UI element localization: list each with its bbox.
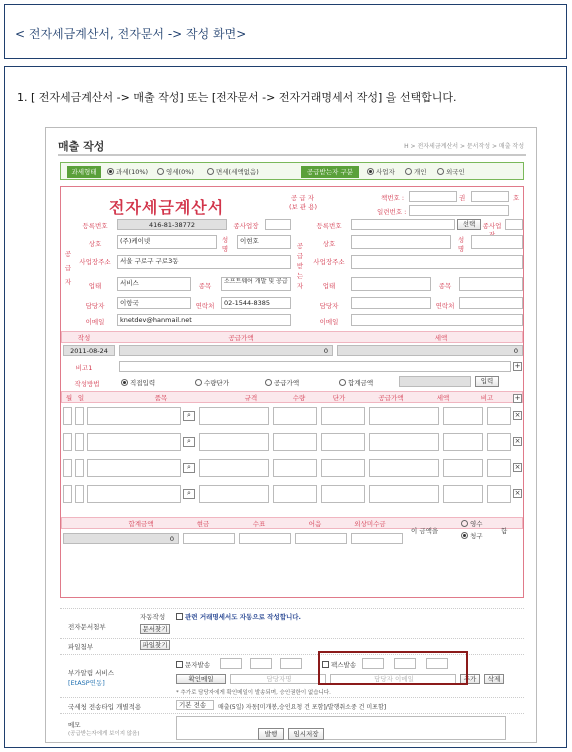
radio-direct[interactable]: 직접입력: [121, 378, 155, 387]
r-type-label: 업태: [322, 282, 336, 290]
credit-input[interactable]: [351, 533, 403, 544]
page-title: 매출 작성: [58, 140, 105, 153]
delete-button[interactable]: 삭제: [484, 674, 504, 684]
mgr-label: 담당자: [85, 302, 105, 310]
tax-label: 세액: [434, 334, 448, 342]
radio-icon: [195, 379, 202, 386]
reg-no-label: 등록번호: [82, 222, 108, 230]
memo-input[interactable]: [176, 716, 506, 740]
row-item-input[interactable]: [87, 407, 181, 425]
radio-qty[interactable]: 수량단가: [195, 378, 229, 387]
row-item-input[interactable]: [87, 433, 181, 451]
col-tax: 세액: [436, 394, 450, 402]
row-supply-input[interactable]: [369, 485, 439, 503]
email-label: 이메일: [85, 318, 105, 326]
col-supply: 공급가액: [378, 394, 404, 402]
row-item-input[interactable]: [87, 485, 181, 503]
rep-input[interactable]: 이현호: [237, 235, 291, 249]
row-divider: [60, 713, 524, 714]
row-tax-input[interactable]: [443, 485, 483, 503]
fax-highlight-box: [318, 651, 468, 685]
sms-phone-3[interactable]: [280, 658, 302, 669]
row-spec-input[interactable]: [199, 485, 269, 503]
date-value[interactable]: 2011-08-24: [63, 345, 115, 356]
row-spec-input[interactable]: [199, 433, 269, 451]
row-qty-input[interactable]: [273, 433, 317, 451]
row-price-input[interactable]: [321, 407, 365, 425]
rep-label: 성명: [221, 236, 229, 253]
total-label: 합계금액: [128, 520, 154, 528]
col-qty: 수량: [292, 394, 306, 402]
row-month-input[interactable]: [63, 407, 72, 425]
search-icon[interactable]: ⌕: [183, 437, 195, 447]
doc-attach-label: 전자문서첨부: [68, 623, 106, 631]
write-label: 작성: [77, 334, 91, 342]
radio-supply[interactable]: 공급가액: [265, 378, 299, 387]
notify-label: 부가알림 서비스: [68, 669, 115, 677]
fax-checkbox[interactable]: 팩스발송: [322, 660, 356, 669]
issue-button[interactable]: 발행: [258, 728, 284, 740]
confirm-mail-button[interactable]: 확인메일: [176, 674, 226, 684]
row-spec-input[interactable]: [199, 459, 269, 477]
file-attach-label: 파일첨부: [68, 643, 94, 651]
note-input[interactable]: [119, 361, 511, 372]
row-divider: [60, 608, 524, 609]
credit-label: 외상미수금: [354, 520, 386, 528]
type-label: 업태: [88, 282, 102, 290]
section-header: [4, 4, 567, 59]
col-month: 월: [65, 394, 73, 402]
r-item-label: 종목: [438, 282, 452, 290]
radio-tax-free[interactable]: 면세(세액없음): [207, 167, 259, 176]
col-price: 단가: [332, 394, 346, 402]
col-item: 품목: [154, 394, 168, 402]
mgr-name-input[interactable]: 담당자명: [230, 674, 326, 684]
calc-label: 작성방법: [74, 380, 100, 388]
radio-individual[interactable]: 개인: [405, 167, 427, 176]
supplier-note: 공 급 자: [291, 194, 314, 202]
recipient-type-button[interactable]: 공급받는자 구분: [301, 166, 359, 178]
row-note-input[interactable]: [487, 459, 511, 477]
radio-foreigner[interactable]: 외국인: [437, 167, 465, 176]
close-icon[interactable]: ×: [514, 489, 521, 497]
select-button[interactable]: 선택: [457, 219, 481, 230]
close-icon[interactable]: ×: [514, 411, 521, 419]
row-price-input[interactable]: [321, 459, 365, 477]
radio-tax-0[interactable]: 영세(0%): [157, 167, 194, 176]
row-note-input[interactable]: [487, 407, 511, 425]
r-email-input[interactable]: [351, 314, 523, 326]
memo-label: 메모: [68, 721, 81, 729]
addr-input[interactable]: 서울 구로구 구로3동: [117, 255, 291, 269]
r-name-input[interactable]: [351, 235, 451, 249]
r-addr-label: 사업장주소: [313, 258, 345, 266]
mgr-input[interactable]: 이항국: [117, 297, 191, 309]
content-box: [4, 66, 567, 748]
row-tax-input[interactable]: [443, 433, 483, 451]
row-qty-input[interactable]: [273, 485, 317, 503]
radio-icon: [207, 168, 214, 175]
search-icon[interactable]: ⌕: [183, 489, 195, 499]
sms-phone-1[interactable]: [220, 658, 242, 669]
total-value: 0: [63, 533, 179, 544]
mgr-email-input[interactable]: 담당자 이메일: [330, 674, 456, 684]
r-type-input[interactable]: [351, 277, 431, 291]
notify-sub: [EtASP연동]: [68, 679, 105, 687]
r-tel-label: 연락처: [435, 302, 455, 310]
this-amount-label: 이 금액을: [411, 527, 439, 535]
auto-checkbox[interactable]: 관련 거래명세서도 자동으로 작성합니다.: [176, 612, 301, 621]
col-note: 비고: [480, 394, 494, 402]
memo-sub: (공급받는자에게 보이지 않음): [68, 731, 140, 737]
supply-value: 0: [119, 345, 333, 356]
r-mgr-input[interactable]: [351, 297, 431, 309]
r-tel-input[interactable]: [459, 297, 523, 309]
checkbox-icon: [176, 613, 183, 620]
supply-label: 공급가액: [228, 334, 254, 342]
row-qty-input[interactable]: [273, 459, 317, 477]
radio-tax-10[interactable]: 과세(10%): [107, 167, 148, 176]
row-supply-input[interactable]: [369, 407, 439, 425]
name-label: 상호: [88, 240, 102, 248]
book-ho-input[interactable]: [471, 191, 509, 202]
row-supply-input[interactable]: [369, 459, 439, 477]
keep-note: (보 관 용): [289, 203, 318, 211]
radio-icon: [461, 532, 468, 539]
col-spec: 규격: [244, 394, 258, 402]
row-note-input[interactable]: [487, 433, 511, 451]
radio-icon: [157, 168, 164, 175]
r-email-label: 이메일: [319, 318, 339, 326]
invoice-title: 전자세금계산서: [109, 198, 225, 217]
row-month-input[interactable]: [63, 459, 72, 477]
r-name-label: 상호: [322, 240, 336, 248]
r-reg-label: 등록번호: [316, 222, 342, 230]
suffix-label: 함: [501, 527, 508, 535]
row-day-input[interactable]: [75, 485, 84, 503]
type-input[interactable]: 서비스: [117, 277, 191, 291]
vol-label: 권: [459, 194, 466, 202]
bill-label: 어음: [308, 520, 322, 528]
item-label: 종목: [198, 282, 212, 290]
nts-label: 국세청 전송타입 개별적용: [68, 703, 142, 711]
row-qty-input[interactable]: [273, 407, 317, 425]
breadcrumb: H > 전자세금계산서 > 문서작성 > 매출 작성: [404, 143, 524, 150]
temp-save-button[interactable]: 임시저장: [288, 728, 324, 740]
row-price-input[interactable]: [321, 433, 365, 451]
row-divider: [60, 697, 524, 698]
radio-business[interactable]: 사업자: [367, 167, 395, 176]
bill-input[interactable]: [295, 533, 347, 544]
radio-icon: [437, 168, 444, 175]
r-rep-input[interactable]: [471, 235, 523, 249]
radio-icon: [339, 379, 346, 386]
type-bar: [60, 162, 524, 180]
cash-label: 현금: [196, 520, 210, 528]
supplier-side-label: 공급자: [64, 250, 72, 286]
calc-input[interactable]: [399, 376, 471, 387]
check-input[interactable]: [239, 533, 291, 544]
search-icon[interactable]: ⌕: [183, 463, 195, 473]
radio-icon: [461, 520, 468, 527]
row-month-input[interactable]: [63, 433, 72, 451]
book-no-label: 책번호 :: [381, 194, 405, 202]
addr-label: 사업장주소: [79, 258, 111, 266]
auto-label: 자동작성: [140, 613, 166, 621]
tax-type-button[interactable]: 과세형태: [67, 166, 101, 178]
sms-checkbox[interactable]: 문자발송: [176, 660, 210, 669]
input-button[interactable]: 입력: [475, 376, 499, 387]
invoice-form: [60, 186, 524, 598]
close-icon[interactable]: ×: [514, 463, 521, 471]
radio-total[interactable]: 합계금액: [339, 378, 373, 387]
r-reg-input[interactable]: [351, 219, 455, 230]
r-rep-label: 성명: [457, 236, 465, 253]
branch-label: 종사업장: [233, 222, 259, 230]
radio-icon: [405, 168, 412, 175]
radio-icon: [121, 379, 128, 386]
tel-label: 연락처: [195, 302, 215, 310]
search-icon[interactable]: ⌕: [183, 411, 195, 421]
title-divider: [58, 154, 526, 156]
row-tax-input[interactable]: [443, 459, 483, 477]
radio-claim[interactable]: 청구: [461, 531, 483, 540]
tax-value: 0: [337, 345, 523, 356]
row-day-input[interactable]: [75, 433, 84, 451]
r-branch-input[interactable]: [505, 219, 523, 230]
recipient-side-label: 공급받는자: [296, 242, 304, 290]
add-button[interactable]: 추가: [460, 674, 480, 684]
close-icon[interactable]: ×: [514, 437, 521, 445]
branch-input[interactable]: [265, 219, 291, 230]
book-no-input[interactable]: [409, 191, 457, 202]
checkbox-icon: [176, 661, 183, 668]
nts-note: 매출(5일) 자동[미개봉,승인요청 건 포함]/발행취소중 건 미포함]: [218, 704, 387, 711]
radio-icon: [367, 168, 374, 175]
cash-input[interactable]: [183, 533, 235, 544]
note-label: 비고1: [75, 364, 93, 372]
screenshot-panel: [45, 127, 537, 743]
sms-phone-2[interactable]: [250, 658, 272, 669]
r-item-input[interactable]: [459, 277, 523, 291]
row-tax-input[interactable]: [443, 407, 483, 425]
check-label: 수표: [252, 520, 266, 528]
row-day-input[interactable]: [75, 407, 84, 425]
radio-icon: [107, 168, 114, 175]
add-row-icon[interactable]: +: [514, 394, 521, 402]
reg-no-value: 416-81-38772: [117, 219, 227, 230]
row-item-input[interactable]: [87, 459, 181, 477]
row-spec-input[interactable]: [199, 407, 269, 425]
row-day-input[interactable]: [75, 459, 84, 477]
serial-label: 일련번호 :: [377, 208, 407, 216]
serial-input[interactable]: [409, 205, 509, 216]
ho-label: 호: [513, 194, 520, 202]
section-title: < 전자세금계산서, 전자문서 -> 작성 화면>: [15, 27, 247, 41]
row-supply-input[interactable]: [369, 433, 439, 451]
email-input[interactable]: knetdev@hanmail.net: [117, 314, 291, 326]
row-divider: [60, 638, 524, 639]
row-month-input[interactable]: [63, 485, 72, 503]
radio-receipt[interactable]: 영수: [461, 519, 483, 528]
r-mgr-label: 담당자: [319, 302, 339, 310]
col-day: 일: [77, 394, 85, 402]
name-input[interactable]: (주)케이넷: [117, 235, 217, 249]
item-input[interactable]: 소프트웨어 개발 및 공급: [221, 277, 291, 291]
r-addr-input[interactable]: [351, 255, 523, 269]
tel-input[interactable]: 02-1544-8385: [221, 297, 291, 309]
doc-find-button[interactable]: 문서찾기: [140, 624, 170, 634]
row-price-input[interactable]: [321, 485, 365, 503]
nts-select[interactable]: 기본 전송: [176, 700, 214, 710]
step-instruction: 1. [ 전자세금계산서 -> 매출 작성] 또는 [전자문서 -> 전자거래명세서 작성] 을 선택합니다.: [17, 91, 457, 104]
radio-icon: [265, 379, 272, 386]
r-branch-label: 종사업: [482, 222, 502, 230]
plus-icon[interactable]: +: [514, 362, 521, 370]
notify-note: * 추가로 담당자에게 확인메일이 발송되며, 승인권한이 없습니다.: [176, 690, 331, 696]
row-note-input[interactable]: [487, 485, 511, 503]
file-find-button[interactable]: 파일찾기: [140, 640, 170, 650]
